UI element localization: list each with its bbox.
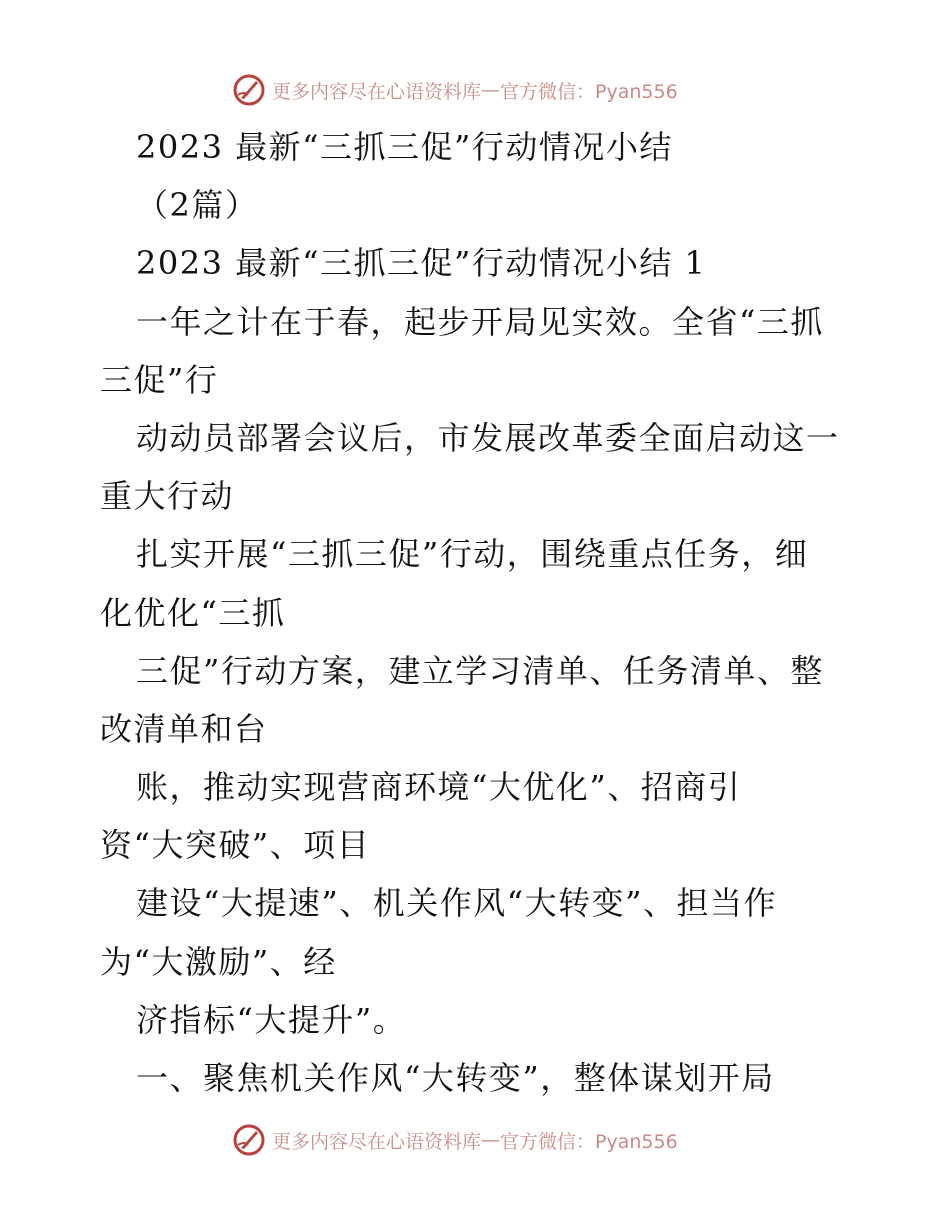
watermark-footer [232,1122,752,1158]
watermark-header [232,72,752,108]
document-body [100,118,860,1107]
watermark-contact-text: 官方微信：Pyan556 [500,80,678,103]
paragraph-line: 三促”行动方案，建立学习清单、任务清单、整 [136,651,824,690]
paragraph-line: 扎实开展“三抓三促”行动，围绕重点任务，细 [136,535,809,574]
watermark-separator: — [481,1129,501,1151]
feather-pen-logo-icon [232,1123,266,1157]
paragraph-line: 一年之计在于春，起步开局见实效。全省“三抓 [136,302,824,341]
paragraph-line: 为“大激励”、经 [100,942,337,981]
paragraph-line: 动动员部署会议后，市发展改革委全面启动这一 [136,418,840,457]
paragraph-line: 三促”行 [100,360,219,399]
paragraph-line: 建设“大提速”、机关作风“大转变”、担当作 [136,884,777,923]
doc-title: 2023 最新“三抓三促”行动情况小结 [136,128,673,166]
section-heading: 2023 最新“三抓三促”行动情况小结 1 [136,244,707,283]
watermark-main-text: 更多内容尽在心语资料库 [272,1130,482,1153]
paragraph-line: 重大行动 [100,477,235,516]
feather-pen-logo-icon [232,73,266,107]
doc-subtitle: （2篇） [136,186,259,225]
paragraph-line: 账，推动实现营商环境“大优化”、招商引 [136,768,742,807]
watermark-separator: — [481,79,501,101]
paragraph-line: 改清单和台 [100,709,268,748]
paragraph-line: 化优化“三抓 [100,593,286,632]
watermark-contact-text: 官方微信：Pyan556 [500,1130,678,1153]
section-heading-1: 一、聚焦机关作风“大转变”，整体谋划开局 [136,1059,775,1097]
paragraph-line: 济指标“大提升”。 [136,1000,407,1039]
paragraph-line: 资“大突破”、项目 [100,826,371,865]
watermark-main-text: 更多内容尽在心语资料库 [272,80,482,103]
